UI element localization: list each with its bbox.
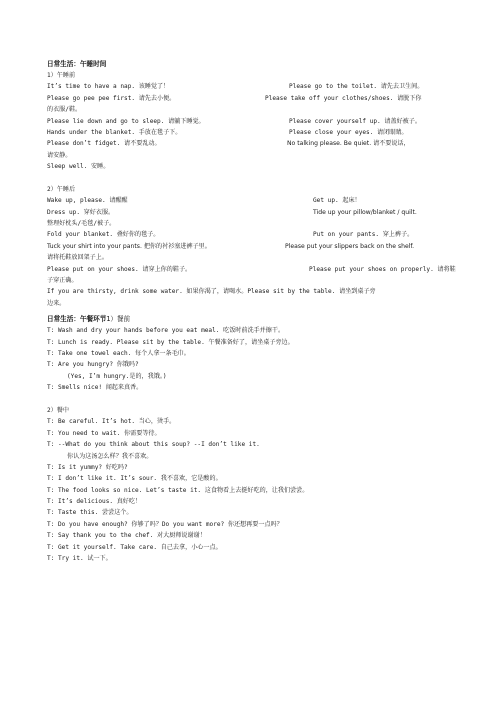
text-line: If you are thirsty, drink some water. 如果你渴了，请喝水。Please sit by the table. 请坐到桌子旁 <box>47 288 376 296</box>
text-line: 整理好枕头/毛毯/被子。 <box>47 220 116 228</box>
text-line: Tuck your shirt into your pants. 把你的衬衫塞进裤子里。 Please put your slippers back on the shelf. <box>47 242 415 250</box>
text-line: T: It’s delicious. 真好吃！ <box>47 498 142 506</box>
text-line: 的衣服/鞋。 <box>47 106 82 114</box>
text-line: Dress up. 穿好衣服。 Tide up your pillow/blanket / quilt. <box>47 208 417 216</box>
text-line: T: Take one towel each. 每个人拿一条毛巾。 <box>47 349 190 357</box>
subheading-after-nap: 2）午睡后 <box>47 185 76 193</box>
text-line: T: The food looks so nice. Let’s taste it. 这食物看上去挺好吃的，让我们尝尝。 <box>47 486 309 494</box>
text-line: 子穿正确。 <box>47 277 78 285</box>
text-line: 请将托鞋放回架子上。 <box>47 254 108 262</box>
text-line: T: Lunch is ready. Please sit by the table. 午餐准备好了，请坐桌子旁边。 <box>47 338 294 346</box>
subheading-during-meal: 2）餐中 <box>47 406 69 414</box>
text-line: Please don’t fidget. 请不要乱动。 No talking please. Be quiet. 请不要说话， <box>47 140 410 148</box>
subheading-before-meal: 1）餐前 <box>106 315 131 324</box>
section-title-lunch: 日常生活：午餐环节1）餐前 <box>47 315 131 324</box>
text-line: 你认为这汤怎么样？我不喜欢。 <box>67 452 153 460</box>
text-line: Please lie down and go to sleep. 请躺下睡觉。 Please cover yourself up. 请盖好被子。 <box>47 117 421 125</box>
text-line: T: I don’t like it. It’s sour. 我不喜欢，它是酸的。 <box>47 475 222 483</box>
subheading-before-nap: 1）午睡前 <box>47 72 76 79</box>
text-line: Fold your blanket. 叠好你的毯子。 Put on your pants. 穿上裤子。 <box>47 231 414 239</box>
text-line: T: Wash and dry your hands before you eat meal. 吃饭时前洗手并擦干。 <box>47 327 285 335</box>
text-line: T: Get it yourself. Take care. 自己去拿，小心一点。 <box>47 543 222 551</box>
text-line: Wake up, please. 请醒醒 Get up. 起床！ <box>47 197 361 205</box>
text-line: T: Smells nice! 闻起来真香。 <box>47 384 143 392</box>
text-line: (Yes, I’m hungry.是的，我饿。) <box>67 372 167 380</box>
text-line: T: Do you have enough? 你够了吗？Do you want more? 你还想再要一点吗？ <box>47 520 283 528</box>
text-line: T: --What do you think about this soup? --I don’t like it. <box>47 441 260 449</box>
text-line: T: Is it yummy? 好吃吗? <box>47 463 128 471</box>
text-line: T: Say thank you to the chef. 对大厨师说谢谢！ <box>47 532 206 540</box>
text-line: Sleep well. 安睡。 <box>47 163 110 171</box>
text-line: 边来。 <box>47 299 66 307</box>
text-line: Please go pee pee first. 请先去小便。 Please take off your clothes/shoes. 请脱下你 <box>47 94 422 102</box>
text-line: 请安静。 <box>47 151 72 159</box>
text-line: T: Be careful. It’s hot. 当心，烫手。 <box>47 418 176 426</box>
text-line: T: Try it. 试一下。 <box>47 555 112 563</box>
text-line: T: Taste this. 尝尝这个。 <box>47 509 133 517</box>
text-line: T: Are you hungry? 你饿吗? <box>47 361 139 369</box>
text-line: Please put on your shoes. 请穿上你的鞋子。 Please put your shoes on properly. 请将鞋 <box>47 265 456 273</box>
text-line: T: You need to wait. 你需要等待。 <box>47 429 161 437</box>
section-title-nap: 日常生活：午睡时间 <box>47 60 107 68</box>
text-line: It’s time to have a nap. 该睡觉了！ Please go to the toilet. 请先去卫生间。 <box>47 83 424 91</box>
text-line: Hands under the blanket. 手放在毯子下。 Please close your eyes. 请闭眼睛。 <box>47 128 408 136</box>
